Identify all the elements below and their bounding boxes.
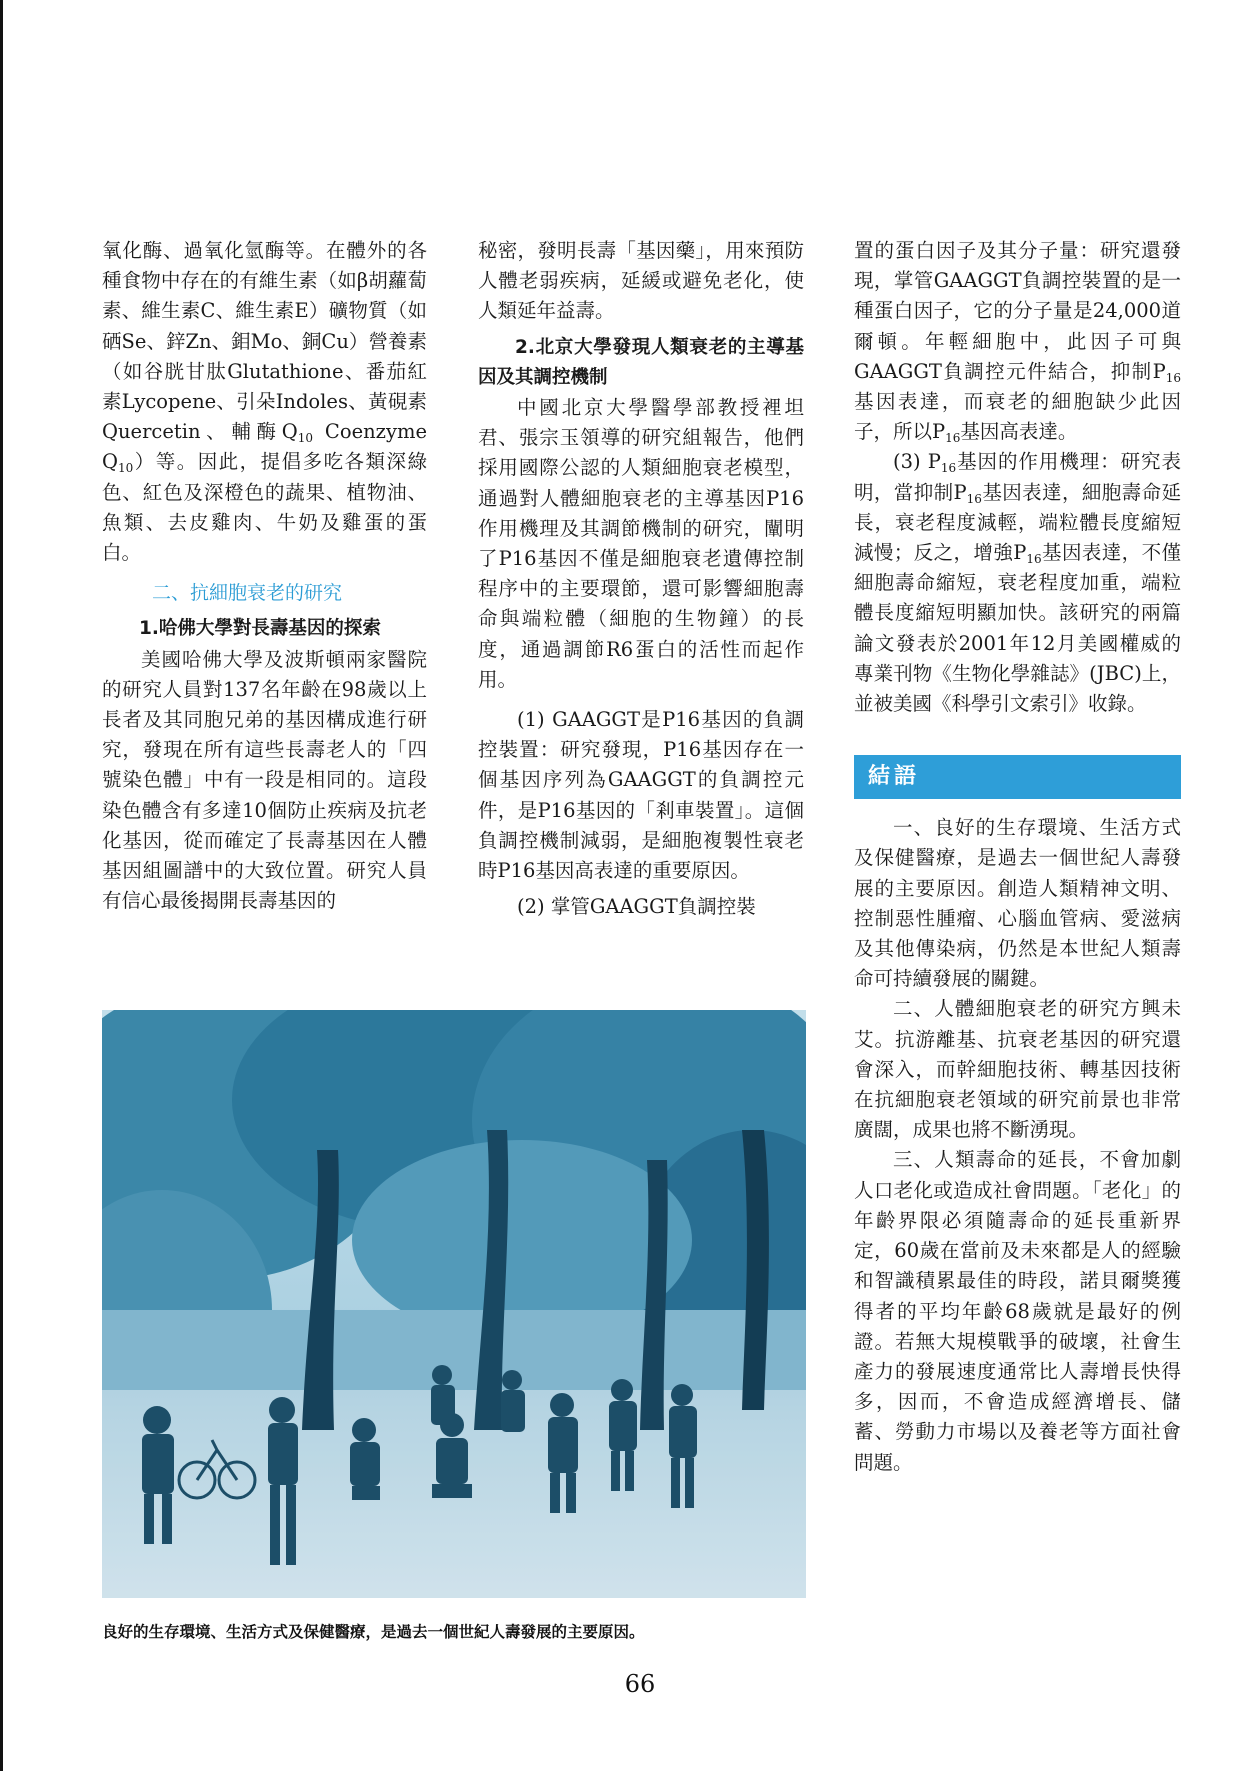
text-run: (3) P: [893, 450, 941, 474]
paragraph: 美國哈佛大學及波斯頓兩家醫院的研究人員對137名年齡在98歲以上長者及其同胞兄弟的基因構成進行研究，發現在所有這些長壽老人的「四號染色體」中有一段是相同的。這段染色體含有多達10個防止疾病及抗老化基因，從而確定了長壽基因在人體基因組圖譜中的大致位置。研究人員有信心最後揭開長壽基因的: [102, 647, 427, 913]
subscript: 16: [1165, 370, 1181, 385]
text-run: ）等。因此，提倡多吃各類深綠色、紅色及深橙色的蔬果、植物油、魚類、去皮雞肉、牛奶及雞蛋的蛋白。: [102, 450, 427, 565]
photo-illustration: [102, 1010, 806, 1598]
subscript: 16: [966, 491, 982, 506]
text-run: 氧化酶、過氧化氫酶等。在體外的各種食物中存在的有維生素（如β胡蘿蔔素、維生素C、維生素E）礦物質（如硒Se、鋅Zn、鉬Mo、銅Cu）營養素（如谷胱甘肽Glutathione、番茄紅素Lycopene、引朵Indoles、黃硯素Quercetin、輔酶Q: [102, 239, 427, 444]
paragraph: 二、人體細胞衰老的研究方興未艾。抗游離基、抗衰老基因的研究還會深入，而幹細胞技術、轉基因技術在抗細胞衰老領域的研究前景也非常廣闊，成果也將不斷湧現。: [854, 997, 1181, 1142]
page-number: 66: [624, 1670, 656, 1698]
column-2: [478, 236, 804, 922]
paragraph: 中國北京大學醫學部教授裡坦君、張宗玉領導的研究組報告，他們採用國際公認的人類細胞衰老模型，通過對人體細胞衰老的主導基因P16作用機理及其調節機制的研究，闡明了P16基因不僅是細胞衰老遺傳控制程序中的主要環節，還可影響細胞壽命與端粒體（細胞的生物鐘）的長度，通過調節R6蛋白的活性而起作用。: [478, 396, 804, 691]
column-3: [854, 236, 1181, 1478]
text-run: 基因表達，而衰老的細胞缺少此因子，所以P: [854, 390, 1181, 444]
paragraph: 三、人類壽命的延長，不會加劇人口老化或造成社會問題。「老化」的年齡界限必須隨壽命的延長重新界定，60歲在當前及未來都是人的經驗和智識積累最佳的時段，諾貝爾獎獲得者的平均年齡68歲就是最好的例證。若無大規模戰爭的破壞，社會生產力的發展速度通常比人壽增長快得多，因而，不會造成經濟增長、儲蓄、勞動力市場以及養老等方面社會問題。: [854, 1148, 1181, 1474]
paragraph: [854, 447, 1181, 719]
section-heading: 二、抗細胞衰老的研究: [152, 582, 343, 605]
text-run: 基因高表達。: [960, 420, 1078, 444]
conclusion-heading: 結語: [854, 755, 1181, 799]
paragraph: (2) 掌管GAAGGT負調控裝: [517, 895, 756, 919]
page-edge-line: [0, 0, 3, 1771]
text-run: 基因的作用機理：研究表明，當抑制P: [854, 450, 1181, 504]
subsection-heading: 2.北京大學發現人類衰老的主導基因及其調控機制: [478, 336, 804, 388]
paragraph: (1) GAAGGT是P16基因的負調控裝置：研究發現，P16基因存在一個基因序列為GAAGGT的負調控元件，是P16基因的「剎車裝置」。這個負調控機制減弱，是細胞複製性衰老時P16基因高表達的重要原因。: [478, 708, 804, 883]
subscript: 16: [940, 461, 957, 476]
paragraph: 秘密，發明長壽「基因藥」，用來預防人體老弱疾病，延緩或避免老化，使人類延年益壽。: [478, 239, 804, 323]
text-run: 基因表達，不僅細胞壽命縮短，衰老程度加重，端粒體長度縮短明顯加快。該研究的兩篇論文發表於2001年12月美國權威的專業刊物《生物化學雜誌》(JBC)上，並被美國《科學引文索引》收錄。: [854, 541, 1181, 716]
subscript: 16: [945, 431, 961, 446]
paragraph: [102, 236, 427, 568]
subsection-heading: 1.哈佛大學對長壽基因的探索: [139, 618, 381, 640]
column-1: [102, 236, 427, 916]
text-run: 基因表達，細胞壽命延長，衰老程度減輕，端粒體長度縮短減慢；反之，增強P: [854, 480, 1181, 565]
subscript: 16: [1026, 552, 1042, 567]
text-run: 置的蛋白因子及其分子量：研究還發現，掌管GAAGGT負調控裝置的是一種蛋白因子，它的分子量是24,000道爾頓。年輕細胞中，此因子可與GAAGGT負調控元件結合，抑制P: [854, 239, 1181, 383]
tai-chi-photo: [102, 1010, 806, 1598]
paragraph: [854, 236, 1181, 447]
paragraph: 一、良好的生存環境、生活方式及保健醫療，是過去一個世紀人壽發展的主要原因。創造人類精神文明、控制惡性腫瘤、心腦血管病、愛滋病及其他傳染病，仍然是本世紀人類壽命可持續發展的關鍵。: [854, 816, 1181, 991]
photo-caption: 良好的生存環境、生活方式及保健醫療，是過去一個世紀人壽發展的主要原因。: [102, 1623, 645, 1641]
subscript: 10: [118, 461, 134, 476]
text-run: Coenzyme Q: [102, 420, 427, 474]
subscript: 10: [297, 431, 314, 446]
